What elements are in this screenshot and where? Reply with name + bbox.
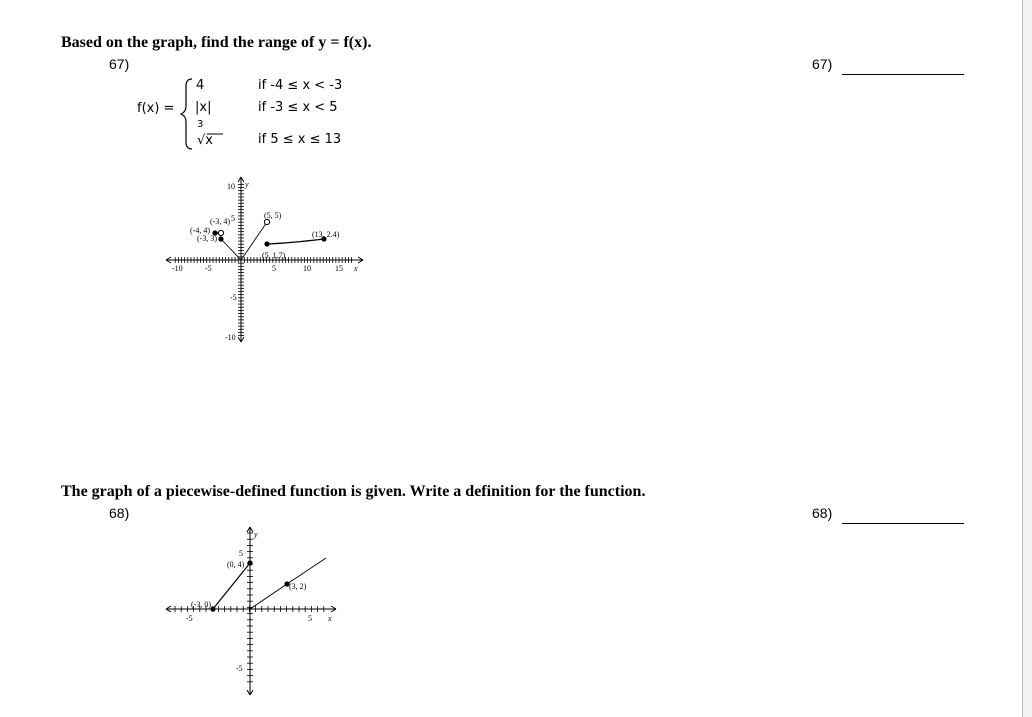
label-neg3-3: (-3, 3)	[197, 234, 217, 243]
y-tick-neg10: -10	[225, 333, 236, 342]
problem-67-prompt: Based on the graph, find the range of y = f(x).	[61, 34, 372, 51]
case-1-condition: if -4 ≤ x < -3	[258, 78, 343, 93]
label-3-2: (3, 2)	[289, 582, 307, 591]
answer-67-blank[interactable]	[842, 74, 964, 75]
label-neg4-4: (-4, 4)	[190, 226, 210, 235]
x-tick-neg5: -5	[186, 614, 193, 623]
case-3-expr: √x	[197, 133, 213, 148]
x-axis-label: x	[328, 614, 332, 623]
graph-68	[155, 525, 355, 705]
y-tick-neg5: -5	[236, 664, 243, 673]
case-2-condition: if -3 ≤ x < 5	[258, 100, 338, 115]
case-3-root-index: 3	[197, 119, 204, 130]
answer-67-label: 67)	[812, 56, 833, 72]
answer-68-blank[interactable]	[842, 523, 964, 524]
segment-cube-root	[267, 239, 324, 244]
answer-68-label: 68)	[812, 505, 833, 521]
y-tick-10: 10	[227, 182, 235, 191]
radical-bar	[207, 132, 225, 136]
point-5-5-open	[264, 219, 269, 224]
case-2-expr: |x|	[195, 100, 212, 115]
label-13-2.4: (13, 2.4)	[312, 230, 340, 239]
point-neg3-3	[218, 236, 223, 241]
x-tick-neg10: -10	[172, 264, 183, 273]
x-axis-label: x	[354, 264, 358, 273]
graph-67	[150, 170, 380, 350]
y-axis-label: y	[245, 180, 249, 189]
case-3-condition: if 5 ≤ x ≤ 13	[258, 132, 342, 147]
label-5-5: (5, 5)	[264, 211, 282, 220]
problem-68-number: 68)	[109, 505, 130, 521]
y-tick-5: 5	[231, 214, 235, 223]
label-neg3-4: (-3, 4)	[210, 217, 230, 226]
segment-left-line	[213, 563, 250, 609]
point-neg3-4-open	[218, 230, 223, 235]
y-axis-label: y	[254, 530, 258, 539]
x-tick-5: 5	[272, 264, 276, 273]
y-tick-neg5: -5	[230, 293, 237, 302]
point-0-4	[247, 560, 252, 565]
x-tick-10: 10	[303, 264, 311, 273]
scrollbar-gutter[interactable]	[1023, 0, 1032, 717]
label-0-4: (0, 4)	[227, 560, 245, 569]
x-tick-15: 15	[335, 264, 343, 273]
label-neg3-0: (-3, 0)	[191, 600, 211, 609]
problem-68-prompt: The graph of a piecewise-defined function is given. Write a definition for the function.	[61, 483, 646, 500]
segment-right-line-2	[287, 558, 326, 584]
segment-right-line-1	[250, 584, 287, 609]
piecewise-lhs: f(x) =	[137, 101, 175, 116]
label-5-1.7: (5, 1.7)	[262, 251, 286, 260]
x-tick-neg5: -5	[205, 264, 212, 273]
y-tick-5: 5	[239, 549, 243, 558]
problem-67-number: 67)	[109, 56, 130, 72]
x-tick-5: 5	[308, 614, 312, 623]
point-5-1.7	[264, 241, 269, 246]
point-neg3-0	[210, 606, 215, 611]
case-1-expr: 4	[196, 78, 205, 93]
